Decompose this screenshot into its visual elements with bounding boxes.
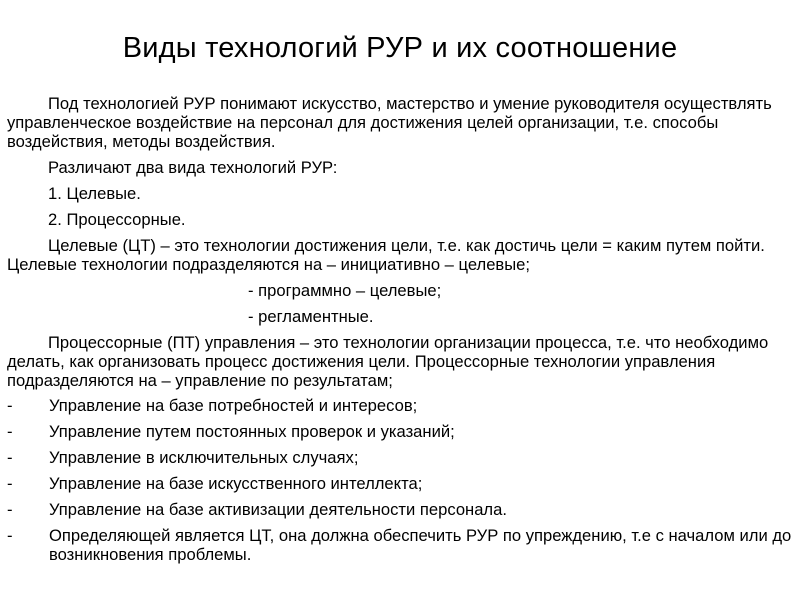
process-list-item — [7, 500, 797, 519]
list-item-text: Управление путем постоянных проверок и указаний; — [49, 422, 455, 441]
list-dash: - — [7, 396, 13, 415]
process-definition: Процессорные (ПТ) управления – это технологии организации процесса, т.е. что необходимо делать, как организовать процесс достижения цели. Процессорные технологии управления подразделяются на – управление по результатам; — [7, 333, 769, 390]
list-dash: - — [7, 448, 13, 467]
targeted-subtype-1: - программно – целевые; — [248, 281, 442, 300]
list-dash: - — [7, 474, 13, 493]
list-item-text: Управление в исключительных случаях; — [49, 448, 359, 467]
type-item-1: 1. Целевые. — [48, 184, 141, 203]
process-list-item — [7, 526, 797, 564]
process-list-item — [7, 474, 797, 493]
slide-body — [7, 94, 797, 564]
list-item-text: Определяющей является ЦТ, она должна обеспечить РУР по упреждению, т.е с началом или до возникновения проблемы. — [49, 526, 792, 564]
targeted-definition: Целевые (ЦТ) – это технологии достижения цели, т.е. как достичь цели = каким путем пойти. Целевые технологии подразделяются на – инициативно – целевые; — [7, 236, 765, 274]
list-item-text: Управление на базе искусственного интеллекта; — [49, 474, 423, 493]
types-intro-paragraph: Различают два вида технологий РУР: — [48, 158, 338, 177]
list-dash: - — [7, 500, 13, 519]
list-item-text: Управление на базе активизации деятельности персонала. — [49, 500, 507, 519]
process-list-item — [7, 396, 797, 415]
process-list-item — [7, 448, 797, 467]
list-dash: - — [7, 422, 13, 441]
type-item-2: 2. Процессорные. — [48, 210, 186, 229]
process-list-item — [7, 422, 797, 441]
targeted-subtype-2: - регламентные. — [248, 307, 374, 326]
list-dash: - — [7, 526, 13, 545]
slide-title: Виды технологий РУР и их соотношение — [122, 32, 678, 64]
intro-paragraph: Под технологией РУР понимают искусство, мастерство и умение руководителя осуществлять управленческое воздействие на персонал для достижения целей организации, т.е. способы воздействия, методы воздействия. — [7, 94, 772, 151]
list-item-text: Управление на базе потребностей и интересов; — [49, 396, 418, 415]
